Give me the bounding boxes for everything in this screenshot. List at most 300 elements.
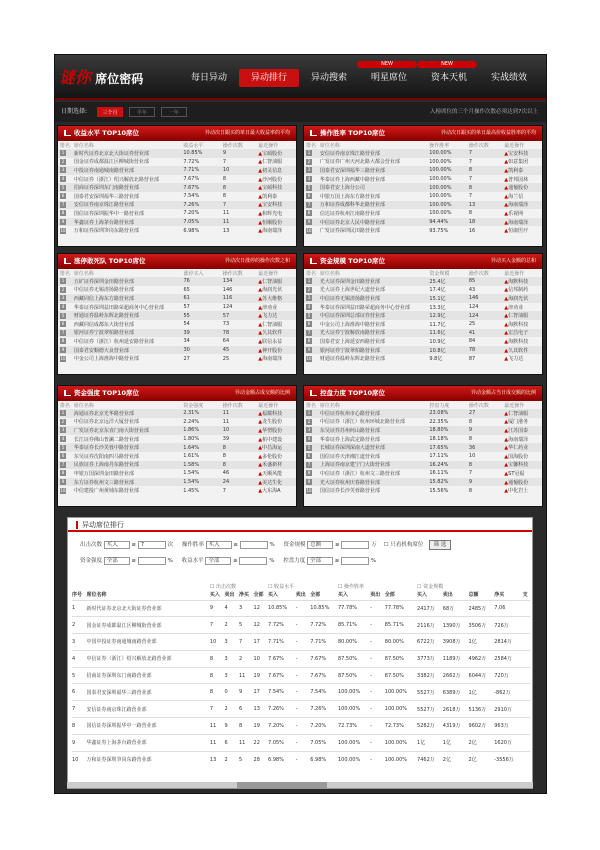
seat-name-link[interactable]: 华鑫证券上海茅台路营业部: [72, 218, 181, 227]
table-row[interactable]: [72, 650, 530, 667]
group-checkbox[interactable]: ☐: [268, 583, 273, 590]
stock-link[interactable]: 宝安科技: [508, 150, 529, 157]
table-row[interactable]: [304, 209, 542, 218]
table-row[interactable]: [58, 311, 296, 320]
stock-link[interactable]: 信邦制药: [508, 287, 529, 294]
cell-value: 7.67%: [310, 650, 338, 667]
seat-name-link[interactable]: 国信证券长沙芙蓉路营业部: [319, 488, 380, 495]
rank-badge: 7: [307, 329, 311, 335]
stock-link[interactable]: 通葡股份: [508, 479, 529, 486]
nav-item[interactable]: [179, 69, 239, 87]
stock-link[interactable]: 苏大维格: [262, 295, 283, 302]
stock-link[interactable]: 海润光伏: [508, 295, 529, 302]
rank-badge: 7: [61, 461, 65, 467]
column-header[interactable]: 买入: [209, 592, 220, 599]
seat-name-link[interactable]: 光大证券宁波解放南路营业部: [318, 329, 428, 338]
cell-value: 2417万: [417, 600, 443, 617]
stock-link[interactable]: 福耀科技: [262, 410, 283, 417]
table-row[interactable]: [58, 469, 296, 478]
table-row[interactable]: [72, 617, 530, 634]
table-row[interactable]: [304, 443, 542, 452]
stock-link[interactable]: 华仁药业: [508, 445, 529, 452]
filter-select[interactable]: 总额: [307, 541, 333, 549]
seat-name-link[interactable]: 华泰证券上海武定路营业部: [319, 436, 380, 443]
cell-value: 43: [468, 286, 476, 293]
stock-link[interactable]: 恒康医疗: [508, 228, 529, 235]
seat-name-link[interactable]: 国泰君安深圳福华三路营业部: [87, 684, 210, 701]
table-row[interactable]: [304, 201, 542, 210]
group-checkbox[interactable]: ☐: [417, 583, 422, 590]
trend-icon: ▲: [258, 338, 263, 345]
filter-select[interactable]: 全部: [104, 557, 130, 565]
stock-link[interactable]: 初灵信息: [262, 167, 283, 174]
stock-link[interactable]: 美达生化: [262, 479, 283, 486]
table-row[interactable]: [304, 158, 542, 167]
table-row[interactable]: [304, 426, 542, 435]
cell-value: 54: [183, 321, 190, 328]
stock-link[interactable]: 柘中建设: [262, 436, 283, 443]
stock-link[interactable]: 如意集团: [508, 159, 529, 166]
seat-name-link[interactable]: 长城证券深圳深南大道营业部: [318, 443, 427, 452]
table-row[interactable]: [58, 158, 296, 167]
table-row[interactable]: [72, 600, 530, 617]
column-header[interactable]: 卖出: [370, 592, 381, 599]
stock-link[interactable]: 海南瑞泽: [262, 356, 283, 363]
seat-name-link[interactable]: 国金证券成都温江区柳城街营业部: [73, 159, 149, 166]
panel-table: [304, 141, 542, 235]
seat-name-link[interactable]: 信达证券杭州江南路营业部: [319, 210, 380, 217]
nav-item[interactable]: [239, 69, 299, 87]
seat-name-link[interactable]: 中银万国上海东方路营业部: [319, 193, 380, 200]
trend-icon: ▲: [258, 410, 263, 417]
seat-name-link[interactable]: 光大证券深圳金田路营业部: [318, 277, 428, 286]
cell-value: 78: [467, 346, 502, 355]
seat-name-link[interactable]: 西藏同信成都东大街营业部: [73, 321, 134, 328]
column-header[interactable]: 净买: [494, 592, 505, 599]
table-row[interactable]: [304, 452, 542, 461]
table-row[interactable]: [304, 303, 542, 312]
stock-link[interactable]: 和辉光电: [262, 210, 283, 217]
seat-name-link[interactable]: 国泰君安深圳福华三路营业部: [318, 166, 427, 175]
table-row[interactable]: [304, 320, 542, 329]
seat-name-link[interactable]: 广发证券北京东直门南大街营业部: [72, 426, 181, 435]
column-header[interactable]: 席位名称: [86, 592, 107, 599]
column-header[interactable]: 买入: [268, 592, 279, 599]
table-row[interactable]: [58, 486, 296, 495]
filter-select[interactable]: 买入: [206, 541, 232, 549]
seat-name-link[interactable]: 中信证券无锡清扬路营业部: [318, 294, 428, 303]
cell-value: 12: [254, 600, 269, 617]
table-row[interactable]: [304, 192, 542, 201]
panel-table: [58, 401, 296, 495]
table-row[interactable]: [304, 183, 542, 192]
cell-value: 963万: [494, 718, 522, 735]
trend-icon: ▲: [504, 295, 509, 302]
stock-link[interactable]: 中昌海运: [262, 445, 283, 452]
stock-link[interactable]: 仁智油服: [262, 278, 283, 285]
table-row[interactable]: [304, 461, 542, 470]
cell-value: 39: [222, 436, 230, 443]
seat-name-link[interactable]: 东吴证券苏州何山路营业部: [318, 426, 427, 435]
table-row[interactable]: [58, 320, 296, 329]
column-header: 席位名称: [73, 270, 94, 277]
stock-link[interactable]: 仁智油服: [508, 313, 529, 320]
seat-name-link[interactable]: 五矿证券深圳金田路营业部: [72, 277, 182, 286]
column-header[interactable]: 卖出: [295, 592, 306, 599]
date-1y-button[interactable]: 一年: [161, 107, 187, 117]
filter-select[interactable]: 买入: [104, 541, 130, 549]
seat-name-link[interactable]: 国信证券天津湘江道营业部: [319, 453, 380, 460]
stock-link[interactable]: 龙生股份: [262, 419, 283, 426]
scrollbar-thumb[interactable]: [237, 782, 327, 788]
stock-link[interactable]: 宏昌电子: [508, 330, 529, 337]
cell-value: 3908万: [443, 634, 469, 651]
table-row[interactable]: [58, 201, 296, 210]
cell-value: 57: [183, 304, 190, 311]
cell-value: 78: [221, 329, 256, 338]
column-header[interactable]: 买入: [417, 592, 428, 599]
stock-link[interactable]: 乐视网: [508, 210, 524, 217]
trend-icon: ▲: [258, 219, 263, 226]
table-row[interactable]: [304, 226, 542, 235]
cell-value: 3: [239, 600, 254, 617]
seat-name-link[interactable]: 中信证券（浙江）杭州环城北路营业部: [319, 419, 405, 426]
seat-name-link[interactable]: 招商证券深圳东门南路营业部: [72, 183, 181, 192]
table-row[interactable]: [304, 346, 542, 355]
table-row[interactable]: [72, 701, 530, 718]
nav-item[interactable]: [359, 61, 419, 87]
rank-badge: 4: [61, 436, 65, 442]
table-row[interactable]: [58, 226, 296, 235]
date-6m-button[interactable]: 半年: [129, 107, 155, 117]
stock-link[interactable]: 禾盛新材: [262, 462, 283, 469]
stock-link[interactable]: 普邦园林: [508, 176, 529, 183]
table-row[interactable]: [304, 418, 542, 427]
table-row[interactable]: [58, 192, 296, 201]
stock-link[interactable]: 厦门港务: [508, 419, 529, 426]
seat-name-link[interactable]: 万和证券成都科华北路营业部: [318, 201, 427, 210]
stock-link[interactable]: 沙河股份: [262, 176, 283, 183]
group-checkbox[interactable]: ☐: [337, 583, 343, 590]
stock-link[interactable]: 津劝业: [508, 304, 524, 311]
seat-name-link[interactable]: 东方证券杭州文三路营业部: [72, 478, 181, 487]
cell-value: 1.58%: [181, 461, 221, 470]
seat-name-link[interactable]: 华泰证券深圳益田路荣超商务中心营业部: [73, 304, 164, 311]
stock-link[interactable]: 飞力达: [262, 313, 278, 320]
seat-name-link[interactable]: 国信证券深圳振华中一路营业部: [87, 718, 210, 735]
stock-link[interactable]: 联信永益: [262, 338, 283, 345]
table-row[interactable]: [72, 734, 530, 751]
stock-link[interactable]: 凯利泰: [508, 167, 524, 174]
seat-name-link[interactable]: 中信证券深圳总部证券营业部: [318, 311, 428, 320]
stock-link[interactable]: 国海股份: [508, 453, 529, 460]
stock-link[interactable]: 海南瑞泽: [508, 219, 529, 226]
seat-name-link[interactable]: 华鑫证券上海茅台路营业部: [87, 734, 210, 751]
table-row[interactable]: [304, 286, 542, 295]
table-row[interactable]: [304, 337, 542, 346]
column-header[interactable]: 全部: [384, 592, 395, 599]
seat-name-link[interactable]: 新时代证券北京北大街证券营业部: [72, 149, 181, 158]
seat-name-link[interactable]: 国泰君安顺德大良营业部: [72, 346, 182, 355]
seat-name-link[interactable]: 中金公司上海淮海中路营业部: [73, 356, 139, 363]
table-row[interactable]: [58, 286, 296, 295]
cell-value: 87.50%: [338, 667, 370, 684]
table-row[interactable]: [304, 175, 542, 184]
stock-link[interactable]: 恒顺股份: [262, 219, 283, 226]
table-row[interactable]: [72, 684, 530, 701]
table-row[interactable]: [304, 486, 542, 495]
table-row[interactable]: [304, 218, 542, 227]
seat-name-link[interactable]: 上海证券南京建宁门大街营业部: [318, 461, 427, 470]
seat-name-link[interactable]: 中信证券杭州市心路营业部: [318, 409, 427, 418]
rank-badge: 4: [61, 304, 65, 310]
seat-name-link[interactable]: 中金公司上海淮海中路营业部: [319, 321, 385, 328]
seat-name-link[interactable]: 中信证券（浙江）绍兴解放北路营业部: [73, 176, 159, 183]
stock-link[interactable]: 海默科技: [508, 338, 529, 345]
table-row[interactable]: [304, 435, 542, 444]
column-header: 最近操作: [504, 270, 525, 277]
seat-name-link[interactable]: 广发证券深圳民田路营业部: [319, 228, 380, 235]
logo[interactable]: [59, 63, 179, 93]
stock-link[interactable]: 通葡股份: [508, 185, 529, 192]
nav-item[interactable]: [299, 69, 359, 87]
table-row[interactable]: [58, 452, 296, 461]
seat-name-link[interactable]: 海通证券北京光华路营业部: [72, 409, 181, 418]
cell-value: -862万: [494, 684, 522, 701]
stock-link[interactable]: ST冠福: [508, 470, 525, 477]
seat-name-link[interactable]: 国信证券深圳振华中一路营业部: [73, 210, 144, 217]
column-header[interactable]: 全部: [253, 592, 264, 599]
stock-link[interactable]: 海润光伏: [262, 287, 283, 294]
seat-name-link[interactable]: 中信证券（浙江）杭州延安路营业部: [73, 338, 154, 345]
stock-link[interactable]: 天顺风能: [262, 470, 283, 477]
cell-value: 7.54%: [310, 684, 338, 701]
seat-name-link[interactable]: 安信证券南京珠江路营业部: [87, 701, 210, 718]
stock-link[interactable]: 飞力达: [508, 356, 524, 363]
table-row[interactable]: [72, 718, 530, 735]
table-row[interactable]: [304, 354, 542, 363]
table-row[interactable]: [58, 329, 296, 338]
seat-name-link[interactable]: 中国中投证券南通城南路营业部: [87, 634, 210, 651]
seat-name-link[interactable]: 中信证券（浙江）杭州文三路营业部: [319, 470, 400, 477]
seat-name-link[interactable]: 银河证券宁波翠柏路营业部: [318, 346, 428, 355]
seat-name-link[interactable]: 财通证券温岭东辉北路营业部: [319, 356, 385, 363]
column-header: 操作次数: [222, 402, 243, 409]
seat-name-link[interactable]: 华泰证券深圳益田路荣超商务中心营业部: [319, 304, 410, 311]
table-row[interactable]: [58, 409, 296, 418]
seat-name-link[interactable]: 中信证券北京人民中路营业部: [318, 218, 427, 227]
seat-name-link[interactable]: 国泰君安上海分公司: [318, 183, 427, 192]
seat-name-link[interactable]: 国泰君安深圳福华三路营业部: [73, 193, 139, 200]
seat-name-link[interactable]: 西藏同信上海东方路营业部: [72, 294, 182, 303]
seat-name-link[interactable]: 国金证券成都温江区柳城街营业部: [87, 617, 210, 634]
stock-link[interactable]: 海南瑞泽: [508, 202, 529, 209]
filter-select[interactable]: 全部: [205, 557, 231, 565]
seat-name-link[interactable]: 东吴证券沈阳南四马路营业部: [73, 453, 139, 460]
table-row[interactable]: [58, 303, 296, 312]
rank-badge: 1: [307, 150, 311, 156]
table-row[interactable]: [304, 478, 542, 487]
filter-input[interactable]: 7: [138, 541, 166, 549]
table-row[interactable]: [304, 329, 542, 338]
rank-badge: 6: [307, 193, 311, 199]
seat-name-link[interactable]: 广发证券广州天河北路大都会营业部: [319, 159, 400, 166]
table-row[interactable]: [58, 354, 296, 363]
column-header[interactable]: 总额: [468, 592, 479, 599]
filter-input[interactable]: [341, 541, 369, 549]
rank-badge: 6: [61, 453, 65, 459]
seat-name-link[interactable]: 光大证券杭州庆春路营业部: [318, 478, 427, 487]
cell-value: 10: [221, 166, 256, 175]
table-row[interactable]: [304, 277, 542, 286]
column-header[interactable]: 买入: [337, 592, 348, 599]
seat-name-link[interactable]: 中信建投广州黄埔东路营业部: [73, 488, 139, 495]
date-3m-button[interactable]: 三个月: [97, 107, 123, 117]
seat-name-link[interactable]: 万和证券深圳笋岗东路营业部: [73, 228, 139, 235]
table-row[interactable]: [58, 418, 296, 427]
cell-value: 134: [221, 277, 256, 286]
table-row[interactable]: [58, 209, 296, 218]
panel-subtitle: 异动次日跟买的单日最高价收益胜率的平均: [440, 130, 536, 136]
table-row[interactable]: [58, 294, 296, 303]
stock-link[interactable]: 海默科技: [508, 321, 529, 328]
stock-link[interactable]: 津劝业: [262, 304, 278, 311]
table-row[interactable]: [58, 218, 296, 227]
seat-name-link[interactable]: 财通证券温岭东辉北路营业部: [72, 311, 182, 320]
column-header[interactable]: 序号: [72, 592, 83, 599]
nav-item[interactable]: [419, 61, 479, 87]
cell-value: [523, 634, 530, 651]
stock-link[interactable]: 宝馨科技: [508, 462, 529, 469]
table-row[interactable]: [58, 337, 296, 346]
table-row[interactable]: [58, 426, 296, 435]
stock-link[interactable]: 宝安科技: [262, 202, 283, 209]
table-row[interactable]: [58, 443, 296, 452]
table-row[interactable]: [304, 469, 542, 478]
table-row[interactable]: [58, 435, 296, 444]
column-header[interactable]: 卖出: [442, 592, 453, 599]
table-row[interactable]: [58, 478, 296, 487]
cell-value: 9: [467, 478, 502, 487]
stock-link[interactable]: 仁智油服: [262, 159, 283, 166]
cell-value: 11: [221, 409, 256, 418]
stock-link[interactable]: 宝硕科技: [262, 185, 283, 192]
stock-link[interactable]: 宝硕股份: [262, 150, 283, 157]
group-checkbox[interactable]: ☐: [209, 583, 215, 590]
stock-link[interactable]: 江苏国泰: [508, 427, 529, 434]
cell-value: 28: [254, 751, 269, 768]
cell-value: [523, 684, 530, 701]
column-header[interactable]: 全部: [310, 592, 321, 599]
filter-input[interactable]: [239, 557, 267, 565]
stock-link[interactable]: 海南瑞泽: [262, 228, 283, 235]
stock-link[interactable]: 海默科技: [508, 278, 529, 285]
seat-name-link[interactable]: 长江证券佛山普澜二路营业部: [73, 436, 139, 443]
cell-value: 30: [181, 346, 220, 355]
top10-panel: [57, 125, 297, 247]
table-row[interactable]: [72, 751, 530, 768]
stock-link[interactable]: 仁智油服: [262, 321, 283, 328]
filter-input[interactable]: [240, 541, 268, 549]
table-row[interactable]: [304, 166, 542, 175]
seat-name-link[interactable]: 安信证券南京珠江路营业部: [318, 149, 427, 158]
table-row[interactable]: [304, 149, 542, 158]
table-row[interactable]: [72, 634, 530, 651]
stock-link[interactable]: 凯利泰: [262, 193, 278, 200]
column-header: 最近操作: [504, 402, 525, 409]
seat-name-link[interactable]: 中信证券北京远洋大厦营业部: [73, 419, 139, 426]
rank-badge: 2: [61, 158, 65, 164]
seat-name-link[interactable]: 中信证券无锡清扬路营业部: [73, 287, 134, 294]
column-header[interactable]: 卖出: [224, 592, 235, 599]
stock-link[interactable]: 神开股份: [262, 347, 283, 354]
table-row[interactable]: [58, 346, 296, 355]
stock-link[interactable]: 久其软件: [262, 330, 283, 337]
column-header[interactable]: 净买: [238, 592, 249, 599]
table-row[interactable]: [304, 294, 542, 303]
table-row[interactable]: [304, 311, 542, 320]
seat-name-link[interactable]: 民族证券上海南丹东路营业部: [72, 461, 181, 470]
rank-badge: 5: [61, 184, 65, 190]
seat-name-link[interactable]: 安信证券南京珠江路营业部: [72, 201, 181, 210]
table-row[interactable]: [58, 175, 296, 184]
institution-checkbox[interactable]: ☐: [383, 542, 389, 548]
seat-name-link[interactable]: 银河证券宁波翠柏路营业部: [72, 329, 182, 338]
seat-name-link[interactable]: 万和证券深圳笋岗东路营业部: [87, 751, 210, 768]
trend-icon: ▲: [504, 321, 509, 328]
seat-name-link[interactable]: 中信证券（浙江）绍兴解放北路营业部: [87, 650, 210, 667]
filter-input[interactable]: [341, 557, 369, 565]
seat-name-link[interactable]: 中投证券南通城南路营业部: [72, 166, 181, 175]
stock-link[interactable]: 仁智油服: [508, 410, 529, 417]
seat-name-link[interactable]: 招商证券深圳东门南路营业部: [87, 667, 210, 684]
filter-input[interactable]: [138, 557, 166, 565]
table-row[interactable]: [58, 166, 296, 175]
stock-link[interactable]: 海兰信: [508, 193, 524, 200]
stock-link[interactable]: 华塑股份: [262, 427, 283, 434]
stock-link[interactable]: 大东海A: [262, 488, 281, 495]
stock-link[interactable]: 海南瑞泽: [508, 436, 529, 443]
seat-name-link[interactable]: 华泰证券上海西藏中路营业部: [319, 176, 385, 183]
column-header[interactable]: 支: [522, 592, 528, 599]
cell-value: -: [370, 600, 385, 617]
seat-name-link[interactable]: 新时代证券北京北大街证券营业部: [87, 600, 210, 617]
table-row[interactable]: [72, 667, 530, 684]
nav-item[interactable]: [479, 69, 539, 87]
filter-button[interactable]: 筛 选: [429, 540, 452, 550]
horizontal-scrollbar[interactable]: [67, 782, 533, 788]
stock-link[interactable]: 中化岩土: [508, 488, 529, 495]
cell-value: 12.9亿: [427, 311, 466, 320]
table-row[interactable]: [58, 461, 296, 470]
table-row[interactable]: [58, 277, 296, 286]
stock-link[interactable]: 久其软件: [508, 347, 529, 354]
cell-value: 2662万: [443, 667, 469, 684]
cell-value: [523, 617, 530, 634]
nav-item-label: 实战绩效: [490, 73, 527, 83]
seat-name-link[interactable]: 国泰君安上海延安西路营业部: [319, 338, 385, 345]
table-row[interactable]: [58, 149, 296, 158]
seat-name-link[interactable]: 华泰证券长沙芙蓉中路营业部: [72, 443, 181, 452]
table-row[interactable]: [58, 183, 296, 192]
trend-icon: ▲: [504, 330, 509, 337]
stock-link[interactable]: 多伦股份: [262, 453, 283, 460]
rank-badge: 9: [307, 479, 311, 485]
table-row[interactable]: [304, 409, 542, 418]
seat-name-link[interactable]: 申银万国深圳金田路营业部: [73, 470, 134, 477]
seat-name-link[interactable]: 光大证券上海世纪大道营业部: [319, 287, 385, 294]
filter-select[interactable]: 全部: [307, 557, 333, 565]
